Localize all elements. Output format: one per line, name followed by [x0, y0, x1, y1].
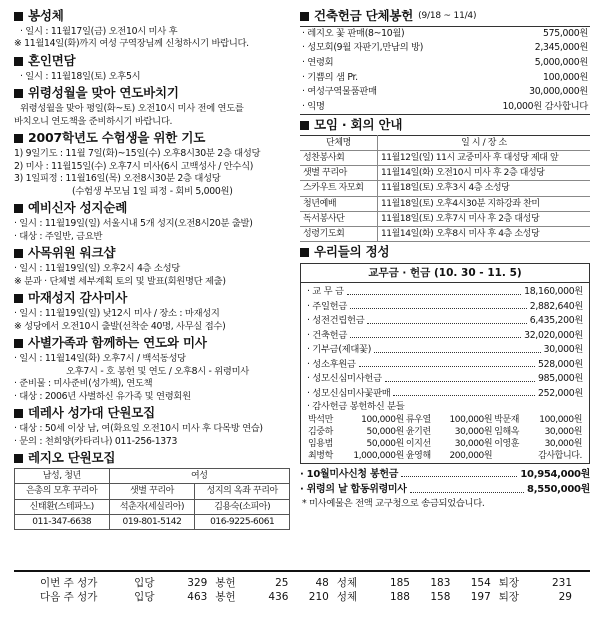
- fund-amount: 30,000,000원: [529, 86, 588, 98]
- donor-name: 이영훈: [494, 439, 520, 450]
- hymn-label: 봉헌: [215, 577, 236, 589]
- total-label: · 위령의 날 합동위령미사: [300, 484, 407, 496]
- table-cell: 016-9225-6061: [195, 514, 290, 529]
- text-line: · 일시 : 11월18일(토) 오후5시: [20, 70, 141, 82]
- section-title: 건축헌금 단체봉헌: [314, 8, 414, 23]
- section-title: 레지오 단원모집: [28, 450, 116, 466]
- square-bullet-icon: [14, 89, 23, 98]
- donor-amount: 30,000원: [544, 427, 582, 438]
- hymn-number: 329: [187, 577, 208, 589]
- donor-name: 최병학: [308, 451, 333, 462]
- legio-table: [14, 468, 290, 530]
- square-bullet-icon: [14, 454, 23, 463]
- offering-label: · 성모신심미사헌금: [307, 373, 382, 385]
- donor-title: · 감사헌금 봉헌하신 분들: [307, 401, 405, 413]
- donor-amount: 50,000원: [366, 439, 404, 450]
- table-header: 일 시 / 장 소: [377, 136, 590, 151]
- group-name: 샛별 꾸리아: [300, 166, 377, 181]
- square-bullet-icon: [14, 409, 23, 418]
- offering-row: [301, 358, 589, 373]
- section-title: 사목위원 워크샵: [28, 245, 116, 261]
- hymn-number: 436: [268, 591, 289, 604]
- table-row: [300, 26, 590, 41]
- table-header: 단체명: [300, 136, 377, 151]
- table-row: [15, 469, 290, 484]
- offering-label: · 주일헌금: [307, 300, 348, 312]
- dot-leader: [359, 359, 535, 368]
- hymn-label: 다음 주 성가: [40, 591, 98, 604]
- total-row: [300, 467, 590, 483]
- text-line: 위령성월을 맞아 평일(화~토) 오전10시 미사 전에 연도를: [20, 103, 244, 115]
- table-header: 여성: [109, 469, 289, 484]
- text-line: · 문의 : 천희양(카타리나) 011-256-1373: [14, 435, 178, 447]
- group-name: 독서봉사단: [300, 211, 377, 226]
- offering-label: · 기부금(제대꽃): [307, 344, 372, 356]
- fund-amount: 5,000,000원: [534, 56, 588, 68]
- text-line: ※ 성당에서 오전10시 출발(선착순 40명, 사무실 접수): [14, 320, 226, 332]
- offering-row: [301, 300, 589, 315]
- meetings-table: [300, 135, 590, 242]
- section-building-fund: [300, 8, 590, 115]
- square-bullet-icon: [300, 121, 309, 130]
- donor-amount: 50,000원: [366, 427, 404, 438]
- donor-row: [307, 450, 583, 462]
- hymn-label: 입당: [134, 577, 155, 589]
- offering-amount: 2,882,640원: [529, 300, 583, 312]
- dot-leader: [350, 301, 527, 310]
- text-line: ※ 11월14일(화)까지 여성 구역장님께 신청하시기 바랍니다.: [14, 38, 249, 50]
- meeting-time-place: 11월18일(토) 오후3시 4층 소성당: [377, 181, 590, 196]
- donor-row: [307, 414, 583, 426]
- offering-amount: 528,000원: [537, 358, 583, 370]
- offerings-box: [300, 263, 590, 464]
- fund-label: · 익명: [302, 100, 325, 112]
- offering-amount: 32,020,000원: [524, 329, 583, 341]
- donor-amount: 200,000원: [449, 451, 493, 462]
- total-row: [300, 482, 590, 498]
- donor-row: [307, 426, 583, 438]
- group-name: 성찬봉사회: [300, 151, 377, 166]
- table-cell: 성지의 옥좌 꾸리아: [195, 484, 290, 499]
- text-line: 1) 9일기도 : 11월 7일(화)~15일(수) 오후8시30분 2층 대성당: [14, 148, 261, 160]
- donor-row: [307, 438, 583, 450]
- table-row: [300, 85, 590, 100]
- section-communion: [14, 8, 290, 51]
- fund-amount: 575,000원: [542, 27, 588, 39]
- table-row: [15, 514, 290, 529]
- donor-name: 박석만: [308, 414, 333, 425]
- offering-amount: 985,000원: [537, 373, 583, 385]
- text-line: · 대상 : 50세 이상 남, 여(화요일 오전10시 미사 후 다목방 연습): [14, 423, 263, 435]
- table-cell: 샛별 꾸리아: [109, 484, 195, 499]
- hymn-number: 48: [315, 577, 329, 589]
- square-bullet-icon: [14, 249, 23, 258]
- text-line: 2) 미사 : 11월15일(수) 오후7시 미사(6시 고백성사 / 안수식): [14, 160, 254, 172]
- text-line: · 대상 : 2006년 사별하신 유가족 및 연령회원: [14, 390, 191, 402]
- hymn-label: 성체: [336, 577, 358, 589]
- donor-amount: 30,000원: [544, 439, 582, 450]
- fund-amount: 100,000원: [542, 71, 588, 83]
- fund-label: · 여성구역물품판매: [302, 86, 377, 98]
- hymn-number: 463: [187, 591, 208, 604]
- donor-amount: 100,000원: [539, 414, 582, 425]
- dot-leader: [367, 315, 526, 324]
- offering-amount: 252,000원: [537, 387, 583, 399]
- donor-amount: 30,000원: [454, 427, 493, 438]
- offering-row: [301, 372, 589, 387]
- total-label: · 10월미사신청 봉헌금: [300, 468, 399, 480]
- section-title: 우리들의 정성: [314, 244, 390, 260]
- group-name: 스카우트 자모회: [300, 181, 377, 196]
- donor-name: 박문재: [494, 414, 520, 425]
- hymn-table: [36, 576, 576, 604]
- offering-row: [301, 329, 589, 344]
- meeting-time-place: 11월14일(화) 오후8시 미사 후 4층 소성당: [377, 226, 590, 241]
- hymn-number: 158: [430, 591, 451, 604]
- square-bullet-icon: [14, 12, 23, 21]
- fund-label: · 기쁨의 샘 Pr.: [302, 71, 358, 83]
- hymn-number: 231: [551, 577, 572, 589]
- hymn-label: 퇴장: [498, 577, 520, 589]
- divider: [14, 570, 590, 572]
- table-row: [300, 71, 590, 86]
- mass-note: * 미사예물은 전액 교구청으로 송금되었습니다.: [302, 497, 485, 509]
- section-choir: [14, 405, 290, 448]
- hymn-row: [36, 590, 576, 604]
- section-offerings: [300, 244, 590, 510]
- text-line: · 일시 : 11월14일(화) 오후7시 / 백석동성당: [14, 353, 186, 365]
- donor-name: 임해옥: [494, 427, 520, 438]
- donor-amount: 100,000원: [449, 414, 493, 425]
- fund-label: · 성모회(9월 자판기,만남의 방): [302, 42, 424, 54]
- left-column: [14, 6, 290, 532]
- group-name: 성령기도회: [300, 226, 377, 241]
- offering-amount: 6,435,200원: [529, 315, 583, 327]
- dot-leader: [393, 388, 535, 397]
- table-row: [300, 226, 590, 241]
- table-cell: 신태환(스테파노): [15, 499, 110, 514]
- text-line: 3) 1일피정 : 11월16일(목) 오전8시30분 2층 대성당: [14, 173, 221, 185]
- table-row: [300, 196, 590, 211]
- text-line: (수험생 부모님 1일 피정 - 회비 5,000원): [72, 185, 233, 197]
- meeting-time-place: 11월18일(토) 오후7시 미사 후 2층 대성당: [377, 211, 590, 226]
- building-fund-table: [300, 26, 590, 115]
- section-title: 데레사 성가대 단원모집: [28, 405, 156, 421]
- fund-label: · 연령회: [302, 56, 334, 68]
- fund-amount: 2,345,000원: [534, 42, 588, 54]
- square-bullet-icon: [14, 134, 23, 143]
- dot-leader: [374, 344, 541, 353]
- table-cell: 은총의 모후 꾸리아: [15, 484, 110, 499]
- hymn-label: 이번 주 성가: [40, 577, 98, 589]
- section-title: 모임 · 회의 안내: [314, 117, 403, 133]
- donor-name: 윤기련: [405, 427, 431, 438]
- table-header: 남성, 청년: [15, 469, 110, 484]
- offerings-period: 교무금 · 헌금 (10. 30 - 11. 5): [301, 264, 589, 283]
- donor-amount: 1,000,000원: [353, 451, 404, 462]
- hymn-number: 154: [470, 577, 491, 589]
- offering-label: · 건축헌금: [307, 329, 348, 341]
- fund-amount: 10,000원 감사합니다: [502, 100, 588, 112]
- dot-leader: [350, 330, 521, 339]
- section-bereaved: [14, 335, 290, 403]
- table-row: [300, 211, 590, 226]
- section-title: 위령성월을 맞아 연도바치기: [28, 85, 179, 101]
- table-row: [15, 499, 290, 514]
- text-line: ※ 분과 · 단체별 세부계획 토의 및 발표(회원명단 제출): [14, 275, 226, 287]
- text-line: · 일시 : 11월19일(일) 낮12시 미사 / 장소 : 마재성지: [14, 308, 220, 320]
- offering-label: · 성소후원금: [307, 358, 356, 370]
- donor-amount: 30,000원: [454, 439, 493, 450]
- offering-label: · 교 무 금: [307, 286, 344, 298]
- offering-amount: 18,160,000원: [524, 286, 583, 298]
- period-text: (9/18 ~ 11/4): [418, 11, 477, 22]
- section-title: 봉성체: [28, 8, 64, 23]
- table-row: [300, 100, 590, 115]
- donor-name: 윤영해: [405, 451, 431, 462]
- dot-leader: [347, 286, 521, 295]
- section-legio: [14, 450, 290, 529]
- donor-amount: 감사합니다.: [538, 451, 582, 462]
- table-row: [300, 56, 590, 71]
- hymn-number: 29: [558, 591, 572, 604]
- donor-name: 김중하: [308, 427, 333, 438]
- text-line: · 일시 : 11월19일(일) 서울시내 5개 성지(오전8시20분 출발): [14, 218, 253, 230]
- total-value: 10,954,000원: [520, 468, 590, 480]
- donor-name: [493, 450, 526, 462]
- section-pilgrimage: [14, 200, 290, 243]
- table-cell: 석춘자(세실리아): [109, 499, 195, 514]
- meeting-time-place: 11월12일(일) 11시 교중미사 후 대성당 제대 앞: [377, 151, 590, 166]
- text-line: · 대상 : 주일반, 금요반: [14, 230, 103, 242]
- section-title: 마재성지 감사미사: [28, 290, 128, 306]
- donor-amount: 100,000원: [361, 414, 404, 425]
- section-title: 예비신자 성지순례: [28, 200, 128, 216]
- hymn-number: 185: [389, 577, 410, 589]
- fund-label: · 레지오 꽃 판매(8~10월): [302, 27, 405, 39]
- offering-amount: 30,000원: [543, 344, 583, 356]
- hymn-label: 봉헌: [215, 591, 236, 604]
- hymn-label: 퇴장: [498, 591, 520, 604]
- text-line: · 일시 : 11월19일(일) 오후2시 4층 소성당: [14, 263, 180, 275]
- offering-row: [301, 285, 589, 300]
- section-workshop: [14, 245, 290, 288]
- section-title: 혼인면담: [28, 52, 76, 68]
- meeting-time-place: 11월14일(화) 오전10시 미사 후 2층 대성당: [377, 166, 590, 181]
- square-bullet-icon: [14, 204, 23, 213]
- group-name: 청년예배: [300, 196, 377, 211]
- table-row: [300, 136, 590, 151]
- section-title: 사별가족과 함께하는 연도와 미사: [28, 335, 207, 351]
- table-row: [300, 166, 590, 181]
- dot-leader: [385, 373, 535, 382]
- hymn-number: 197: [470, 591, 491, 604]
- section-marriage: [14, 53, 290, 83]
- text-line: 오후7시 - 호 봉헌 및 연도 / 오후8시 - 위령미사: [66, 365, 249, 377]
- table-row: [300, 181, 590, 196]
- offering-row: [301, 314, 589, 329]
- hymn-label: 성체: [336, 591, 358, 604]
- hymn-label: 입당: [134, 591, 155, 604]
- offering-row: [301, 343, 589, 358]
- table-cell: 019-801-5142: [109, 514, 195, 529]
- square-bullet-icon: [14, 339, 23, 348]
- offering-label: · 성전건립헌금: [307, 315, 365, 327]
- square-bullet-icon: [14, 294, 23, 303]
- offering-row: [301, 387, 589, 402]
- meeting-time-place: 11월18일(토) 오후4시30분 지하강좌 찬미: [377, 196, 590, 211]
- hymn-row: [36, 576, 576, 590]
- square-bullet-icon: [300, 12, 309, 21]
- hymn-number: 210: [308, 591, 329, 604]
- text-line: · 준비물 : 미사준비(성가책), 연도책: [14, 378, 153, 390]
- right-column: [300, 6, 590, 512]
- section-meetings: [300, 117, 590, 242]
- table-row: [300, 41, 590, 56]
- hymn-number: 188: [389, 591, 410, 604]
- section-exam-prayer: [14, 130, 290, 198]
- square-bullet-icon: [300, 248, 309, 257]
- section-title: 2007학년도 수험생을 위한 기도: [28, 130, 206, 146]
- table-cell: 김용숙(소피아): [195, 499, 290, 514]
- table-row: [15, 484, 290, 499]
- hymn-number: 183: [430, 577, 451, 589]
- offering-label: · 성모신심미사꽃판매: [307, 387, 391, 399]
- section-yeondo: [14, 85, 290, 128]
- donor-name: 임용범: [308, 439, 333, 450]
- donor-table: [307, 414, 583, 463]
- section-majae-mass: [14, 290, 290, 333]
- table-cell: 011-347-6638: [15, 514, 110, 529]
- table-row: [300, 151, 590, 166]
- donor-name: 류우열: [405, 414, 431, 425]
- square-bullet-icon: [14, 57, 23, 66]
- donor-name: 이지선: [405, 439, 431, 450]
- text-line: · 일시 : 11월17일(금) 오전10시 미사 후: [20, 25, 178, 37]
- hymn-number: 25: [275, 577, 289, 589]
- total-value: 8,550,000원: [527, 484, 590, 496]
- text-line: 바치오니 연도책을 준비하시기 바랍니다.: [14, 115, 173, 127]
